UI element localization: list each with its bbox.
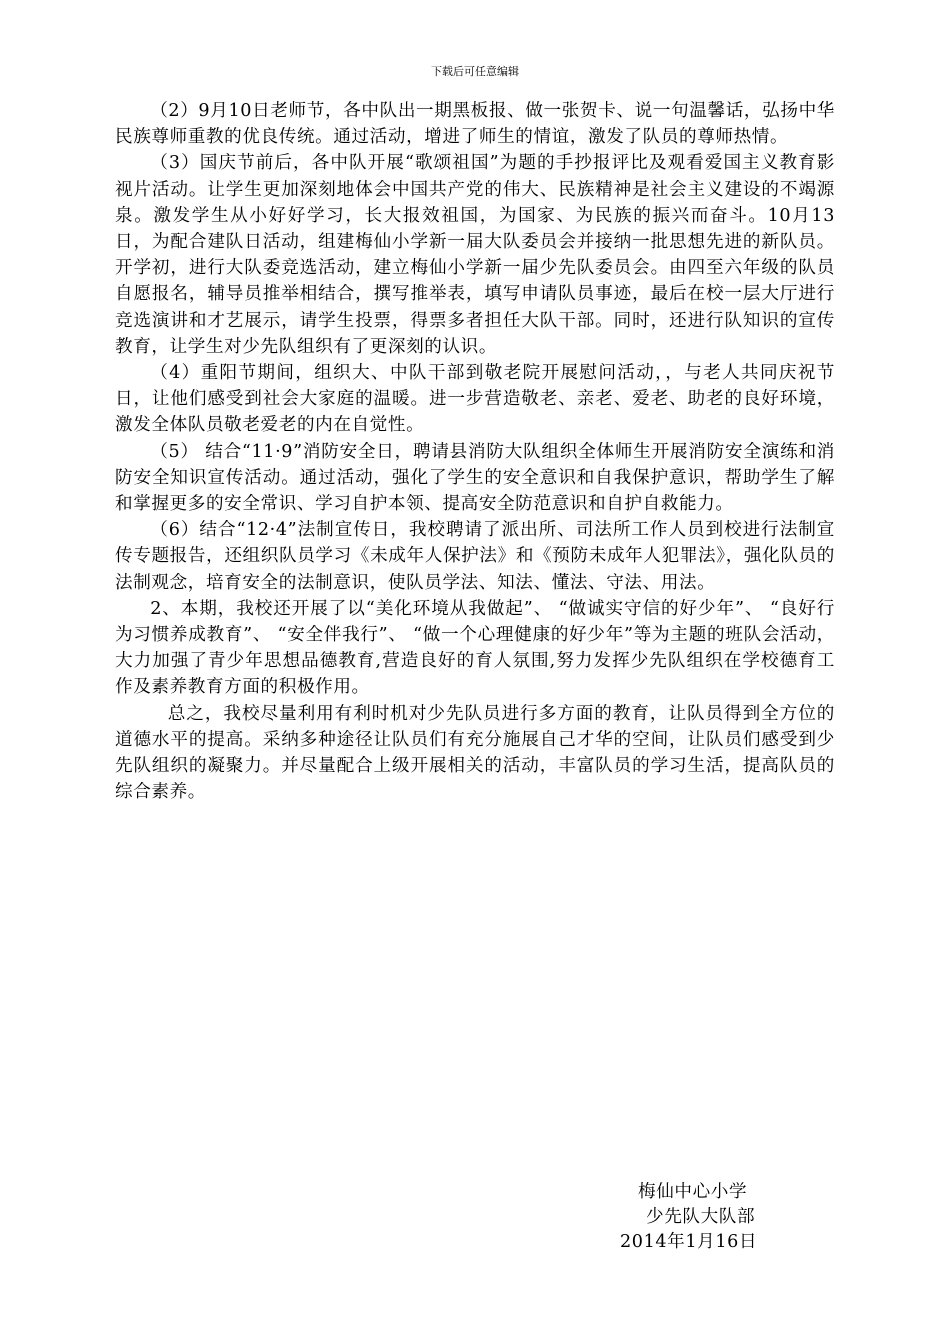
signature-department: 少先队大队部 bbox=[646, 1207, 756, 1227]
paragraph-summary: 总之，我校尽量利用有利时机对少先队员进行多方面的教育，让队员得到全方位的道德水平的提高。采纳多种途径让队员们有充分施展自己才华的空间，让队员们感受到少先队组织的凝聚力。并尽量配合上级开展相关的活动，丰富队员的学习生活，提高队员的综合素养。 bbox=[115, 703, 835, 803]
download-note-header: 下载后可任意编辑 bbox=[431, 65, 519, 78]
paragraph-fire-safety: （5） 结合“11·9”消防安全日，聘请县消防大队组织全体师生开展消防安全演练和消防安全知识宣传活动。通过活动，强化了学生的安全意识和自我保护意识，帮助学生了解和掌握更多的安全常识、学习自护本领、提高安全防范意识和自护自救能力。 bbox=[115, 441, 835, 515]
paragraph-national-day: （3）国庆节前后，各中队开展“歌颂祖国”为题的手抄报评比及观看爱国主义教育影视片活动。让学生更加深刻地体会中国共产党的伟大、民族精神是社会主义建设的不竭源泉。激发学生从小好好学习，长大报效祖国，为国家、为民族的振兴而奋斗。10月13日，为配合建队日活动，组建梅仙小学新一届大队委员会并接纳一批思想先进的新队员。开学初，进行大队委竞选活动，建立梅仙小学新一届少先队委员会。由四至六年级的队员自愿报名，辅导员推举相结合，撰写推举表，填写申请队员事迹，最后在校一层大厅进行竞选演讲和才艺展示，请学生投票，得票多者担任大队干部。同时，还进行队知识的宣传教育，让学生对少先队组织有了更深刻的认识。 bbox=[115, 153, 835, 357]
paragraph-class-meetings: 2、本期，我校还开展了以“美化环境从我做起”、 “做诚实守信的好少年”、 “良好行为习惯养成教育”、 “安全伴我行”、 “做一个心理健康的好少年”等为主题的班队会活动，大力加强了青少年思想品德教育,营造良好的育人氛围,努力发挥少先队组织在学校德育工作及素养教育方面的积极作用。 bbox=[115, 598, 835, 698]
paragraph-double-ninth: （4）重阳节期间，组织大、中队干部到敬老院开展慰问活动，，与老人共同庆祝节日，让他们感受到社会大家庭的温暖。进一步营造敬老、亲老、爱老、助老的良好环境，激发全体队员敬老爱老的内在自觉性。 bbox=[115, 363, 835, 436]
document-body bbox=[115, 98, 835, 805]
paragraph-teachers-day: （2）9月10日老师节，各中队出一期黑板报、做一张贺卡、说一句温馨话，弘扬中华民族尊师重教的优良传统。通过活动，增进了师生的情谊，激发了队员的尊师热情。 bbox=[115, 101, 835, 148]
signature-organization: 梅仙中心小学 bbox=[638, 1182, 748, 1202]
signature-date: 2014年1月16日 bbox=[620, 1232, 758, 1252]
paragraph-legal-day: （6）结合“12·4”法制宣传日，我校聘请了派出所、司法所工作人员到校进行法制宣传专题报告，还组织队员学习《未成年人保护法》和《预防未成年人犯罪法》，强化队员的法制观念，培育安全的法制意识，使队员学法、知法、懂法、守法、用法。 bbox=[115, 520, 835, 593]
signature-block bbox=[620, 1180, 820, 1255]
